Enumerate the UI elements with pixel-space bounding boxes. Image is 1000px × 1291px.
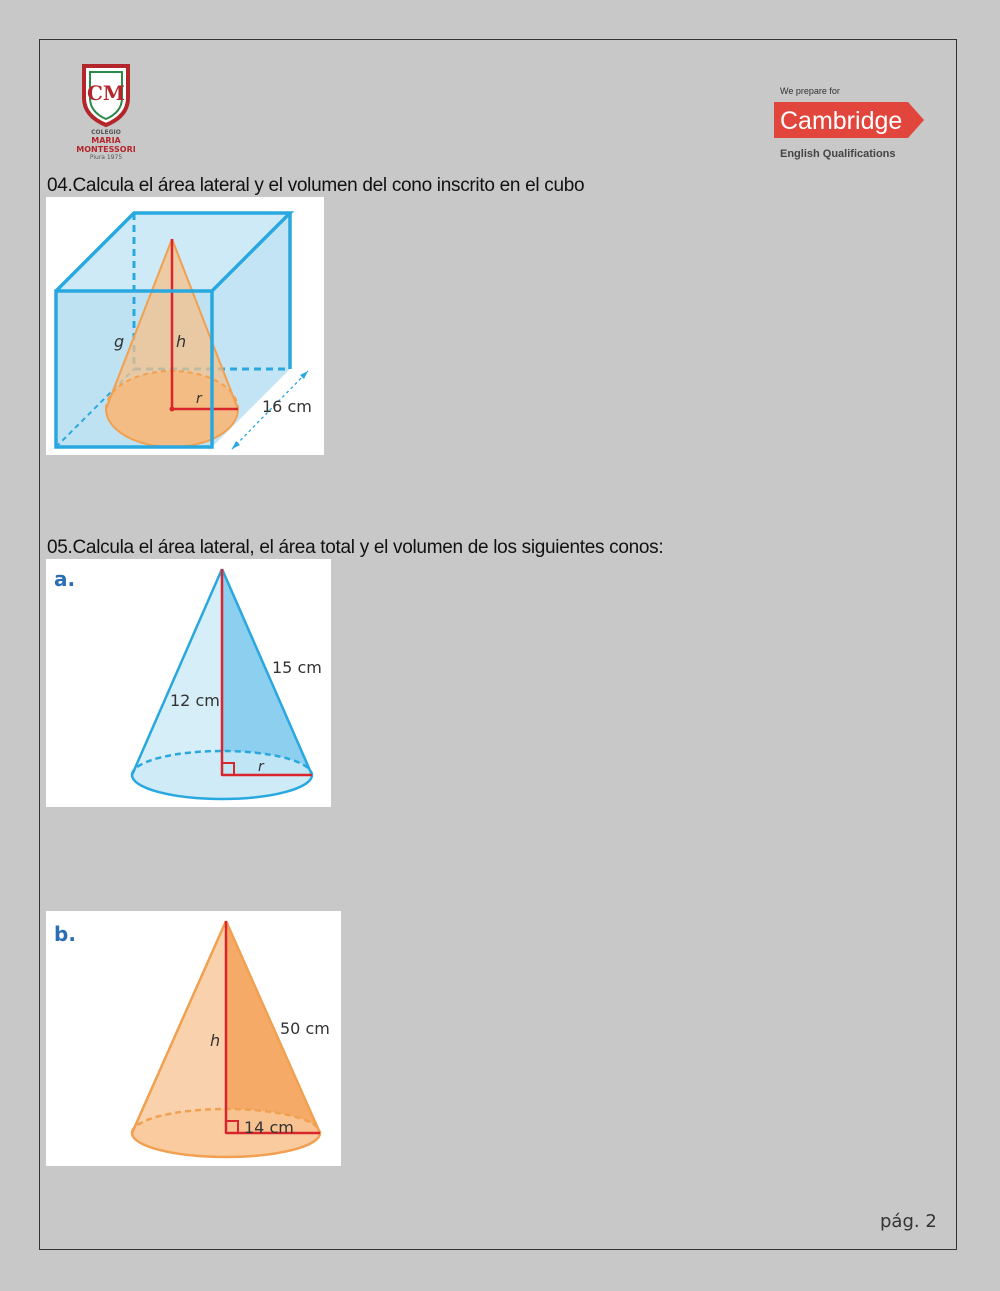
school-caption-3: MONTESSORI [76,145,136,154]
cone-a-letter: a. [54,567,76,591]
school-caption-2: MARIA [91,136,121,145]
school-caption-1: COLEGIO [91,129,121,136]
cone-a-height-label: 12 cm [170,691,220,710]
label-cube-side: 16 cm [262,397,312,416]
label-r: r [196,391,202,407]
cambridge-logo [772,82,932,164]
question-04-text: 04.Calcula el área lateral y el volumen del cono inscrito en el cubo [47,175,585,196]
question-05-text: 05.Calcula el área lateral, el área total y el volumen de los siguientes conos: [47,537,664,558]
label-h: h [176,332,187,351]
cambridge-subtitle: English Qualifications [780,148,896,160]
cambridge-tagline: We prepare for [780,86,840,96]
cambridge-brand: Cambridge [780,107,903,135]
cone-a-radius-label: r [258,759,264,775]
figure-cone-a [46,559,331,807]
cone-b-height-label: h [210,1031,221,1050]
page-number: pág. 2 [880,1211,937,1232]
crest-monogram: CM [86,81,126,105]
school-crest-logo [78,62,134,128]
cone-b-slant-label: 50 cm [280,1019,330,1038]
cone-b-radius-label: 14 cm [244,1118,294,1137]
school-caption-4: Piura 1975 [89,154,123,161]
figure-cone-b [46,911,341,1166]
figure-cone-in-cube [46,197,324,455]
label-g: g [114,332,125,351]
cone-a-slant-label: 15 cm [272,658,322,677]
cone-b-letter: b. [54,922,76,946]
